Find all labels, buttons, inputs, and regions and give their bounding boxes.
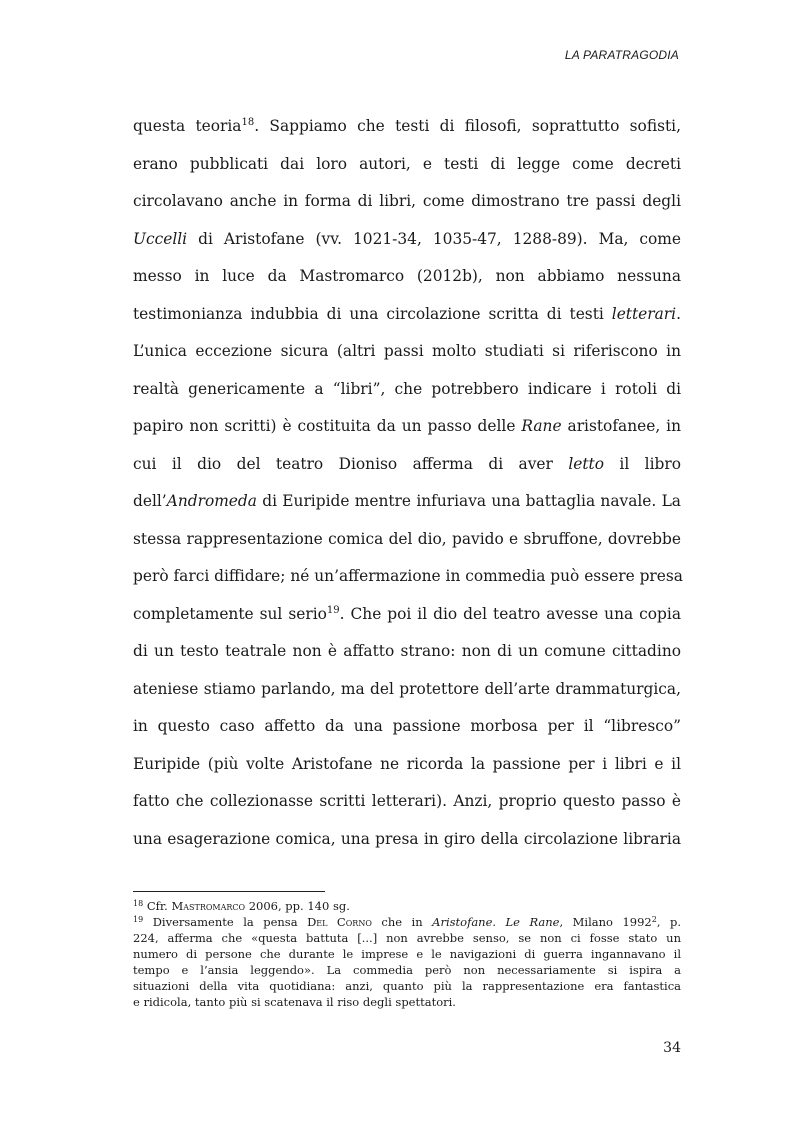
- footnote-ref-18[interactable]: 18: [241, 117, 255, 128]
- body-line: una esagerazione comica, una presa in giro della circolazione libraria: [133, 829, 681, 848]
- footnote-number-18: 18: [133, 899, 144, 908]
- page-number: 34: [663, 1040, 681, 1056]
- footnote-number-19: 19: [133, 915, 144, 924]
- footnote-19-line: 224, afferma che «questa battuta [...] non avrebbe senso, se non ci fosse stato un: [133, 931, 681, 945]
- body-line: circolavano anche in forma di libri, come dimostrano tre passi degli: [133, 192, 681, 210]
- footnote-19-line: situazioni della vita quotidiana: anzi, quanto più la rappresentazione era fantastica: [133, 979, 681, 993]
- footnote-19-line: $^{19}$ Diversamente la pensa Del Corno che in Aristofane. Le Rane, Milano 1992$^2$, p.: [133, 915, 682, 929]
- footnote-19-line: tempo e l’ansia leggendo». La commedia però non necessariamente si ispira a: [133, 963, 681, 977]
- body-line: messo in luce da Mastromarco (2012b), non abbiamo nessuna: [133, 267, 681, 285]
- body-line: realtà genericamente a “libri”, che potrebbero indicare i rotoli di: [133, 379, 681, 398]
- body-line: Uccelli di Aristofane (vv. 1021-34, 1035-47, 1288-89). Ma, come: [133, 229, 681, 248]
- body-line: Euripide (più volte Aristofane ne ricorda la passione per i libri e il: [133, 754, 681, 773]
- body-line: papiro non scritti) è costituita da un passo delle Rane aristofanee, in: [133, 417, 681, 435]
- body-line: erano pubblicati dai loro autori, e testi di legge come decreti: [133, 154, 681, 173]
- body-line: in questo caso affetto da una passione morbosa per il “libresco”: [133, 717, 681, 735]
- body-line: fatto che collezionasse scritti letterari). Anzi, proprio questo passo è: [133, 792, 681, 810]
- footnotes: [133, 898, 681, 1010]
- running-head: LA PARATRAGODIA: [564, 48, 679, 62]
- body-line: testimonianza indubbia di una circolazione scritta di testi letterari.: [133, 304, 681, 323]
- body-line: questa teoria$^{18}$. Sappiamo che testi di filosofi, soprattutto sofisti,: [133, 117, 681, 135]
- body-line: completamente sul serio$^{19}$. Che poi il dio del teatro avesse una copia: [133, 604, 681, 623]
- footnote-19-line: e ridicola, tanto più si scatenava il riso degli spettatori.: [133, 995, 456, 1009]
- body-line: dell’Andromeda di Euripide mentre infuriava una battaglia navale. La: [133, 492, 681, 510]
- footnote-separator: [133, 891, 325, 892]
- body-line: stessa rappresentazione comica del dio, pavido e sbruffone, dovrebbe: [133, 529, 681, 548]
- body-line: però farci diffidare; né un’affermazione in commedia può essere presa: [133, 567, 683, 585]
- body-line: di un testo teatrale non è affatto strano: non di un comune cittadino: [133, 642, 681, 660]
- body-line: ateniese stiamo parlando, ma del protettore dell’arte drammaturgica,: [133, 679, 681, 698]
- body-line: L’unica eccezione sicura (altri passi molto studiati si riferiscono in: [133, 342, 681, 360]
- footnote-18: $^{18}$ Cfr. Mastromarco 2006, pp. 140 sg.: [133, 899, 350, 913]
- body-line: cui il dio del teatro Dioniso afferma di aver letto il libro: [133, 454, 681, 473]
- footnote-ref-19[interactable]: 19: [326, 604, 340, 616]
- body-text: [133, 108, 681, 858]
- footnote-19-line: numero di persone che durante le imprese e le navigazioni di guerra ingannavano il: [133, 947, 681, 961]
